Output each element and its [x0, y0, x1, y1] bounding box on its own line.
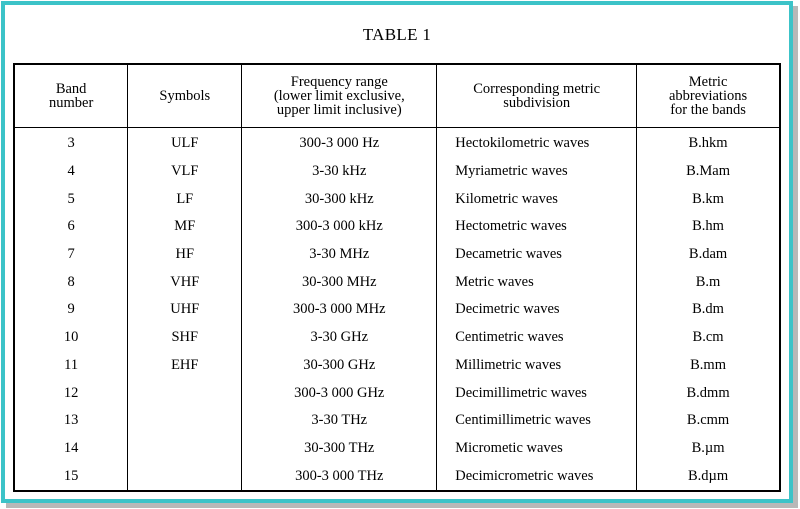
cell-metric-abbreviation: B.hkm — [637, 128, 780, 158]
cell-frequency-range: 300-3 000 MHz — [242, 296, 437, 324]
cell-metric-subdivision: Myriametric waves — [437, 158, 637, 186]
cell-metric-subdivision: Centimillimetric waves — [437, 407, 637, 435]
cell-metric-abbreviation: B.dµm — [637, 462, 780, 491]
cell-band-number: 13 — [63, 412, 79, 429]
cell-symbol: VLF — [128, 158, 242, 186]
cell-symbol: MF — [128, 213, 242, 241]
cell-symbol — [128, 462, 242, 491]
cell-metric-abbreviation: B.dam — [637, 241, 780, 269]
table-title: TABLE 1 — [362, 25, 432, 44]
table-row — [14, 185, 780, 213]
cell-metric-subdivision: Centimetric waves — [437, 324, 637, 352]
cell-band-number: 8 — [67, 273, 75, 290]
table-row — [14, 462, 780, 491]
header-band-number: Band number — [14, 64, 128, 128]
table-frame — [1, 1, 793, 503]
cell-metric-abbreviation: B.hm — [637, 213, 780, 241]
cell-band-number: 9 — [67, 301, 75, 318]
table-row — [14, 213, 780, 241]
cell-symbol — [128, 407, 242, 435]
cell-metric-abbreviation: B.Mam — [637, 158, 780, 186]
cell-metric-abbreviation: B.dmm — [637, 379, 780, 407]
cell-metric-subdivision: Decimetric waves — [437, 296, 637, 324]
cell-frequency-range: 3-30 MHz — [242, 241, 437, 269]
cell-band-number: 10 — [63, 329, 79, 346]
cell-symbol — [128, 435, 242, 463]
table-row — [14, 158, 780, 186]
table-header — [14, 64, 780, 128]
cell-metric-subdivision: Micrometic waves — [437, 435, 637, 463]
table-row — [14, 128, 780, 158]
cell-symbol — [128, 379, 242, 407]
cell-symbol: EHF — [128, 352, 242, 380]
cell-metric-abbreviation: B.m — [637, 268, 780, 296]
header-metric-subdivision: Corresponding metric subdivision — [437, 64, 637, 128]
cell-metric-abbreviation: B.km — [637, 185, 780, 213]
table-body — [14, 128, 780, 491]
cell-metric-subdivision: Metric waves — [437, 268, 637, 296]
table-row — [14, 379, 780, 407]
table-row — [14, 435, 780, 463]
cell-frequency-range: 3-30 THz — [242, 407, 437, 435]
cell-metric-abbreviation: B.cm — [637, 324, 780, 352]
cell-frequency-range: 300-3 000 THz — [242, 462, 437, 491]
cell-metric-abbreviation: B.cmm — [637, 407, 780, 435]
table-row — [14, 352, 780, 380]
cell-frequency-range: 300-3 000 kHz — [242, 213, 437, 241]
cell-metric-abbreviation: B.µm — [637, 435, 780, 463]
table-row — [14, 268, 780, 296]
cell-frequency-range: 3-30 GHz — [242, 324, 437, 352]
cell-frequency-range: 30-300 THz — [242, 435, 437, 463]
cell-metric-subdivision: Decimicrometric waves — [437, 462, 637, 491]
table-row — [14, 407, 780, 435]
cell-metric-subdivision: Millimetric waves — [437, 352, 637, 380]
cell-symbol: VHF — [128, 268, 242, 296]
cell-metric-abbreviation: B.mm — [637, 352, 780, 380]
cell-frequency-range: 300-3 000 GHz — [242, 379, 437, 407]
table-row — [14, 324, 780, 352]
table-row — [14, 241, 780, 269]
frequency-bands-table — [13, 63, 781, 492]
cell-band-number: 15 — [63, 467, 79, 484]
cell-band-number: 7 — [67, 246, 75, 263]
cell-band-number: 11 — [64, 356, 79, 373]
cell-frequency-range: 3-30 kHz — [242, 158, 437, 186]
cell-band-number: 12 — [63, 384, 79, 401]
header-symbols: Symbols — [128, 64, 242, 128]
cell-metric-subdivision: Decimillimetric waves — [437, 379, 637, 407]
cell-symbol: UHF — [128, 296, 242, 324]
cell-band-number: 6 — [67, 218, 75, 235]
cell-band-number: 3 — [67, 135, 75, 152]
header-frequency-range: Frequency range (lower limit exclusive, upper limit inclusive) — [242, 64, 437, 128]
cell-metric-abbreviation: B.dm — [637, 296, 780, 324]
cell-metric-subdivision: Hectometric waves — [437, 213, 637, 241]
header-metric-abbreviations: Metric abbreviations for the bands — [637, 64, 780, 128]
cell-metric-subdivision: Hectokilometric waves — [437, 128, 637, 158]
header-row — [14, 64, 780, 128]
cell-metric-subdivision: Kilometric waves — [437, 185, 637, 213]
cell-frequency-range: 30-300 kHz — [242, 185, 437, 213]
cell-band-number: 5 — [67, 190, 75, 207]
cell-band-number: 14 — [63, 439, 79, 456]
cell-frequency-range: 30-300 MHz — [242, 268, 437, 296]
cell-frequency-range: 300-3 000 Hz — [242, 128, 437, 158]
table-row — [14, 296, 780, 324]
cell-metric-subdivision: Decametric waves — [437, 241, 637, 269]
cell-band-number: 4 — [67, 163, 75, 180]
cell-frequency-range: 30-300 GHz — [242, 352, 437, 380]
cell-symbol: LF — [128, 185, 242, 213]
cell-symbol: SHF — [128, 324, 242, 352]
cell-symbol: ULF — [128, 128, 242, 158]
cell-symbol: HF — [128, 241, 242, 269]
